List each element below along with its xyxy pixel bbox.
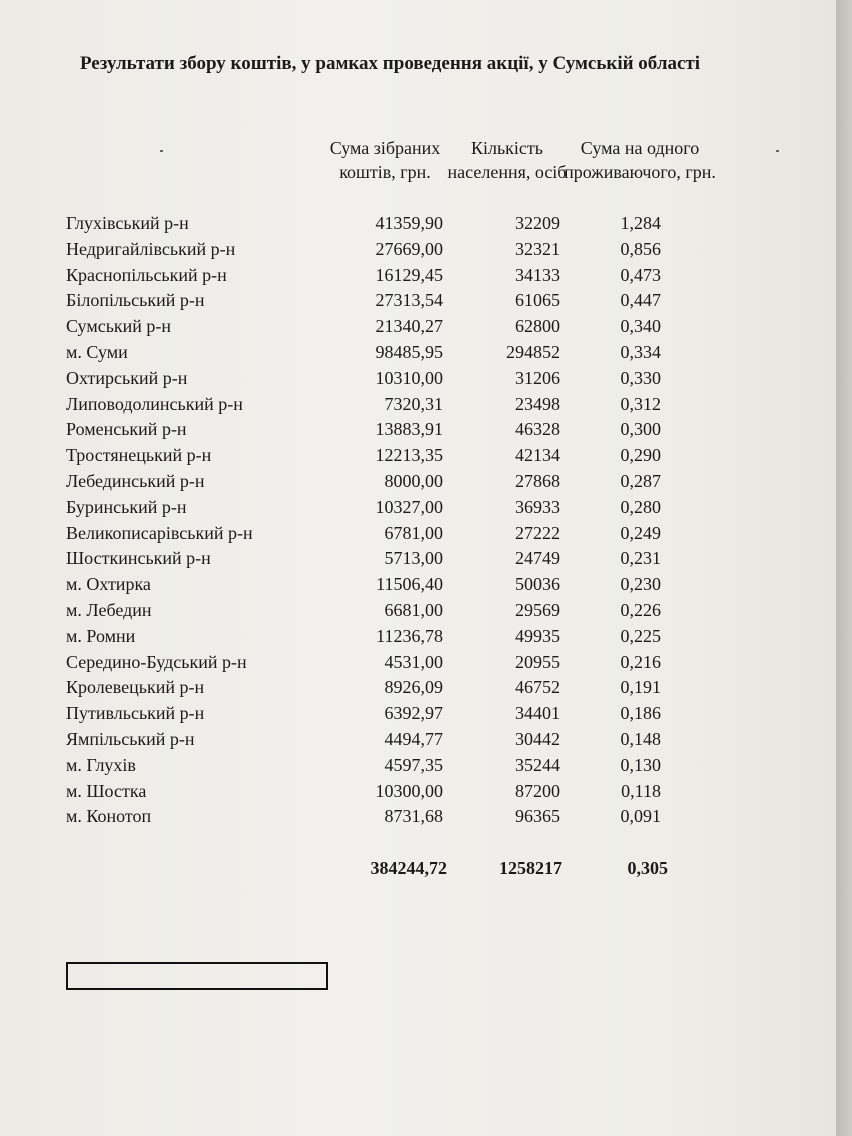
header-sum: Сума зібраних коштів, грн.: [329, 138, 441, 182]
row-sum: 6681,00: [384, 599, 443, 620]
row-name: Роменський р-н: [66, 419, 187, 440]
row-population: 87200: [515, 780, 560, 801]
table-row: [0, 727, 836, 753]
row-name: Охтирський р-н: [66, 367, 188, 388]
table-body: [0, 211, 836, 830]
row-population: 27868: [515, 470, 560, 491]
row-sum: 16129,45: [375, 264, 443, 285]
row-per-person: 0,230: [620, 574, 661, 595]
row-name: м. Суми: [66, 341, 128, 362]
row-sum: 6392,97: [384, 703, 443, 724]
row-name: Кролевецький р-н: [66, 677, 205, 698]
table-row: [0, 340, 836, 366]
row-per-person: 0,473: [620, 264, 661, 285]
row-per-person: 0,300: [620, 419, 661, 440]
row-population: 32321: [515, 238, 560, 259]
row-sum: 27313,54: [375, 290, 443, 311]
row-per-person: 0,226: [620, 599, 661, 620]
row-sum: 8000,00: [384, 470, 443, 491]
row-population: 20955: [515, 651, 560, 672]
row-per-person: 0,186: [620, 703, 661, 724]
table-row: [0, 288, 836, 314]
total-per-person: 0,305: [627, 858, 668, 878]
row-population: 42134: [515, 445, 560, 466]
row-population: 32209: [515, 213, 560, 233]
row-sum: 27669,00: [375, 238, 443, 259]
row-per-person: 0,334: [620, 341, 661, 362]
row-population: 23498: [515, 393, 560, 414]
table-row: [0, 779, 836, 805]
row-per-person: 0,191: [620, 677, 661, 698]
row-sum: 21340,27: [375, 316, 443, 337]
row-sum: 10300,00: [375, 780, 443, 801]
row-per-person: 0,290: [620, 445, 661, 466]
row-per-person: 0,447: [620, 290, 661, 311]
row-sum: 10327,00: [375, 496, 443, 517]
row-name: м. Шостка: [66, 780, 147, 801]
row-per-person: 0,231: [620, 548, 661, 569]
table-row: [0, 392, 836, 418]
table-row: [0, 624, 836, 650]
header-population: Кількість населення, осіб: [447, 138, 567, 182]
row-population: 62800: [515, 316, 560, 337]
row-name: Недригайлівський р-н: [66, 238, 236, 259]
ink-speck: [776, 150, 779, 152]
row-name: Липоводолинський р-н: [66, 393, 243, 414]
row-name: м. Глухів: [66, 754, 136, 775]
row-per-person: 0,340: [620, 316, 661, 337]
row-per-person: 0,118: [621, 780, 661, 801]
row-name: Буринський р-н: [66, 496, 187, 517]
row-population: 36933: [515, 496, 560, 517]
table-row: [0, 263, 836, 289]
table-row: [0, 753, 836, 779]
row-name: Середино-Будський р-н: [66, 651, 247, 672]
table-row: [0, 804, 836, 830]
table-row: [0, 417, 836, 443]
header-per-person: Сума на одного проживаючого, грн.: [564, 138, 716, 182]
row-name: Краснопільський р-н: [66, 264, 227, 285]
row-name: Тростянецький р-н: [66, 445, 212, 466]
row-population: 24749: [515, 548, 560, 569]
row-name: м. Конотоп: [66, 806, 152, 827]
table-row: [0, 237, 836, 263]
row-population: 294852: [506, 341, 560, 362]
row-sum: 8731,68: [384, 806, 443, 827]
row-sum: 13883,91: [375, 419, 443, 440]
row-sum: 4531,00: [384, 651, 443, 672]
total-population: 1258217: [499, 858, 562, 878]
row-per-person: 0,856: [620, 238, 661, 259]
row-population: 61065: [515, 290, 560, 311]
row-sum: 4494,77: [384, 728, 443, 749]
table-row: [0, 469, 836, 495]
row-population: 35244: [515, 754, 560, 775]
table-row: [0, 598, 836, 624]
table-row: [0, 211, 836, 237]
row-name: Глухівський р-н: [66, 213, 189, 233]
row-population: 27222: [515, 522, 560, 543]
row-name: м. Ромни: [66, 625, 136, 646]
row-sum: 41359,90: [375, 213, 443, 233]
row-name: Лебединський р-н: [66, 470, 205, 491]
page-edge-shadow: [836, 0, 852, 1136]
row-name: Великописарівський р-н: [66, 522, 253, 543]
row-sum: 98485,95: [375, 341, 443, 362]
row-per-person: 0,249: [620, 522, 661, 543]
total-sum: 384244,72: [370, 858, 447, 878]
row-sum: 10310,00: [375, 367, 443, 388]
row-name: м. Охтирка: [66, 574, 151, 595]
row-per-person: 0,130: [620, 754, 661, 775]
row-name: Ямпільський р-н: [66, 728, 195, 749]
row-per-person: 0,330: [620, 367, 661, 388]
table-row: [0, 495, 836, 521]
row-per-person: 1,284: [620, 213, 661, 233]
row-population: 96365: [515, 806, 560, 827]
row-sum: 6781,00: [384, 522, 443, 543]
row-sum: 5713,00: [384, 548, 443, 569]
row-population: 34401: [515, 703, 560, 724]
row-per-person: 0,287: [620, 470, 661, 491]
row-per-person: 0,225: [620, 625, 661, 646]
row-population: 31206: [515, 367, 560, 388]
empty-stamp-box: [66, 962, 328, 990]
row-sum: 11236,78: [376, 625, 443, 646]
table-row: [0, 546, 836, 572]
row-name: м. Лебедин: [66, 599, 152, 620]
row-sum: 7320,31: [384, 393, 443, 414]
row-per-person: 0,216: [620, 651, 661, 672]
table-row: [0, 701, 836, 727]
row-population: 50036: [515, 574, 560, 595]
row-per-person: 0,280: [620, 496, 661, 517]
table-row: [0, 521, 836, 547]
row-name: Білопільський р-н: [66, 290, 205, 311]
row-per-person: 0,148: [620, 728, 661, 749]
row-population: 46752: [515, 677, 560, 698]
table-row: [0, 650, 836, 676]
document-title: Результати збору коштів, у рамках проведення акції, у Сумській області: [79, 53, 701, 74]
table-row: [0, 314, 836, 340]
row-per-person: 0,091: [620, 806, 661, 827]
row-per-person: 0,312: [620, 393, 661, 414]
row-sum: 12213,35: [375, 445, 443, 466]
row-population: 34133: [515, 264, 560, 285]
table-row: [0, 572, 836, 598]
row-population: 30442: [515, 728, 560, 749]
row-name: Сумський р-н: [66, 316, 172, 337]
row-name: Шосткинський р-н: [66, 548, 211, 569]
table-row: [0, 366, 836, 392]
row-sum: 4597,35: [384, 754, 443, 775]
table-row: [0, 675, 836, 701]
table-row: [0, 443, 836, 469]
ink-speck: [160, 150, 163, 152]
row-population: 49935: [515, 625, 560, 646]
row-population: 46328: [515, 419, 560, 440]
row-sum: 8926,09: [384, 677, 443, 698]
row-name: Путивльський р-н: [66, 703, 205, 724]
row-sum: 11506,40: [376, 574, 443, 595]
row-population: 29569: [515, 599, 560, 620]
